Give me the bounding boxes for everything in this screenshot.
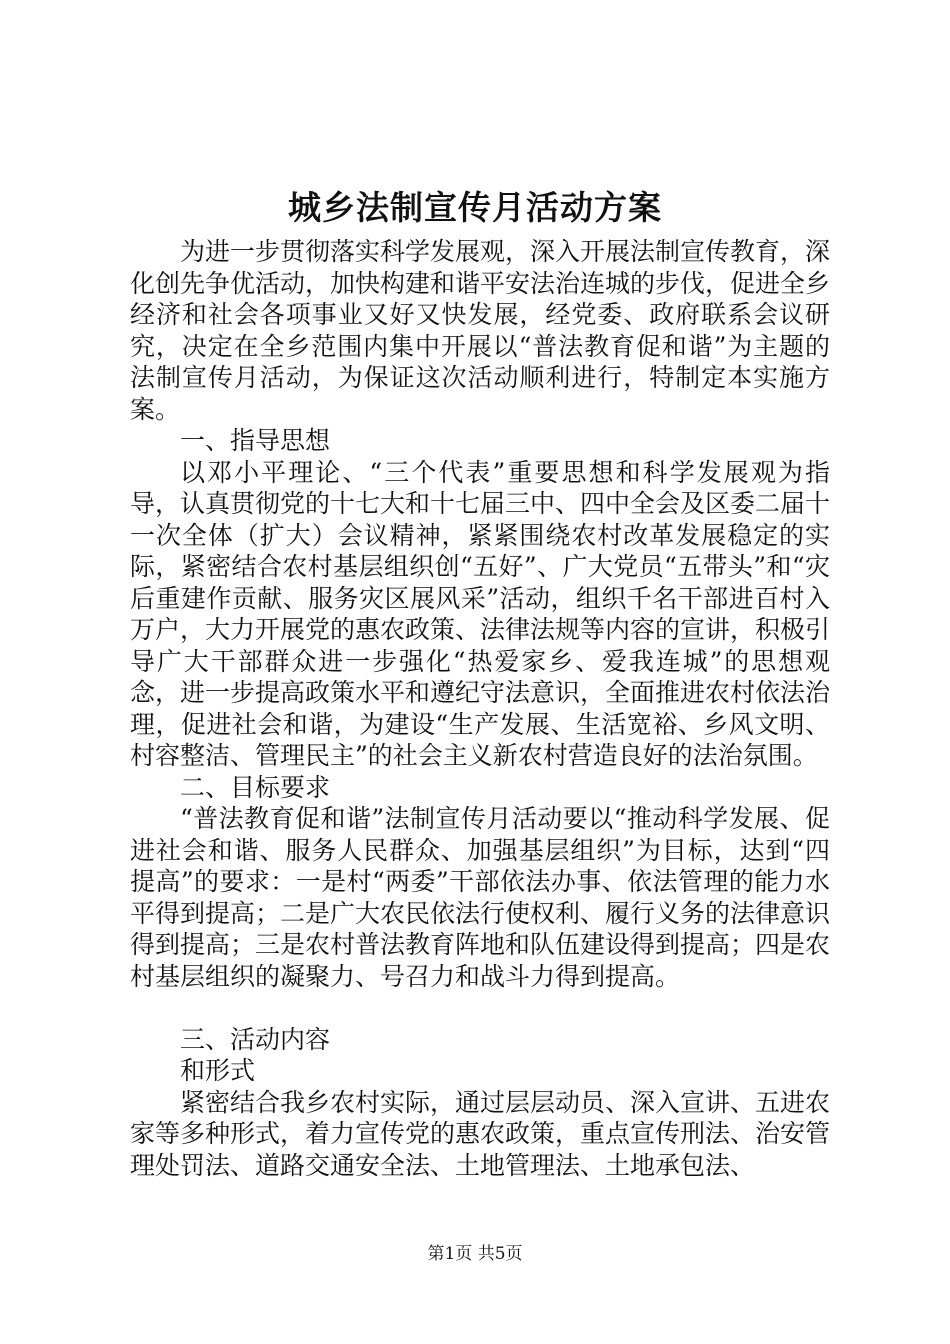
section-heading-goals: 二、目标要求 <box>180 772 331 802</box>
document-body <box>130 236 830 1181</box>
section-heading-activities: 三、活动内容 <box>180 1024 331 1054</box>
page-number: 第1页 共5页 <box>427 1244 523 1264</box>
section-heading-guiding-ideology: 一、指导思想 <box>180 426 331 455</box>
intro-paragraph: 为进一步贯彻落实科学发展观，深入开展法制宣传教育，深化创先争优活动，加快构建和谐平安法治连城的步伐，促进全乡经济和社会各项事业又好又快发展，经党委、政府联系会议研究，决定在全乡范围内集中开展以“普法教育促和谐”为主题的法制宣传月活动，为保证这次活动顺利进行，特制定本实施方案。 <box>130 237 831 424</box>
document-title: 城乡法制宣传月活动方案 <box>288 188 662 227</box>
section-text-guiding-ideology: 以邓小平理论、“三个代表”重要思想和科学发展观为指导，认真贯彻党的十七大和十七届三中、四中全会及区委二届十一次全体（扩大）会议精神，紧紧围绕农村改革发展稳定的实际，紧密结合农村基层组织创“五好”、广大党员“五带头”和“灾后重建作贡献、服务灾区展风采”活动，组织千名干部进百村入万户，大力开展党的惠农政策、法律法规等内容的宣讲，积极引导广大干部群众进一步强化“热爱家乡、爱我连城”的思想观念，进一步提高政策水平和遵纪守法意识，全面推进农村依法治理，促进社会和谐，为建设“生产发展、生活宽裕、乡风文明、村容整洁、管理民主”的社会主义新农村营造良好的法治氛围。 <box>130 457 831 770</box>
blank-line <box>130 992 830 1024</box>
section-text-activities: 紧密结合我乡农村实际，通过层层动员、深入宣讲、五进农家等多种形式，着力宣传党的惠农政策，重点宣传刑法、治安管理处罚法、道路交通安全法、土地管理法、土地承包法、 <box>130 1087 831 1180</box>
section-heading-activities-continued: 和形式 <box>180 1056 256 1085</box>
section-text-goals: “普法教育促和谐”法制宣传月活动要以“推动科学发展、促进社会和谐、服务人民群众、加强基层组织”为目标，达到“四提高”的要求：一是村“两委”干部依法办事、依法管理的能力水平得到提高；二是广大农民依法行使权利、履行义务的法律意识得到提高；三是农村普法教育阵地和队伍建设得到提高；四是农村基层组织的凝聚力、号召力和战斗力得到提高。 <box>130 804 831 991</box>
